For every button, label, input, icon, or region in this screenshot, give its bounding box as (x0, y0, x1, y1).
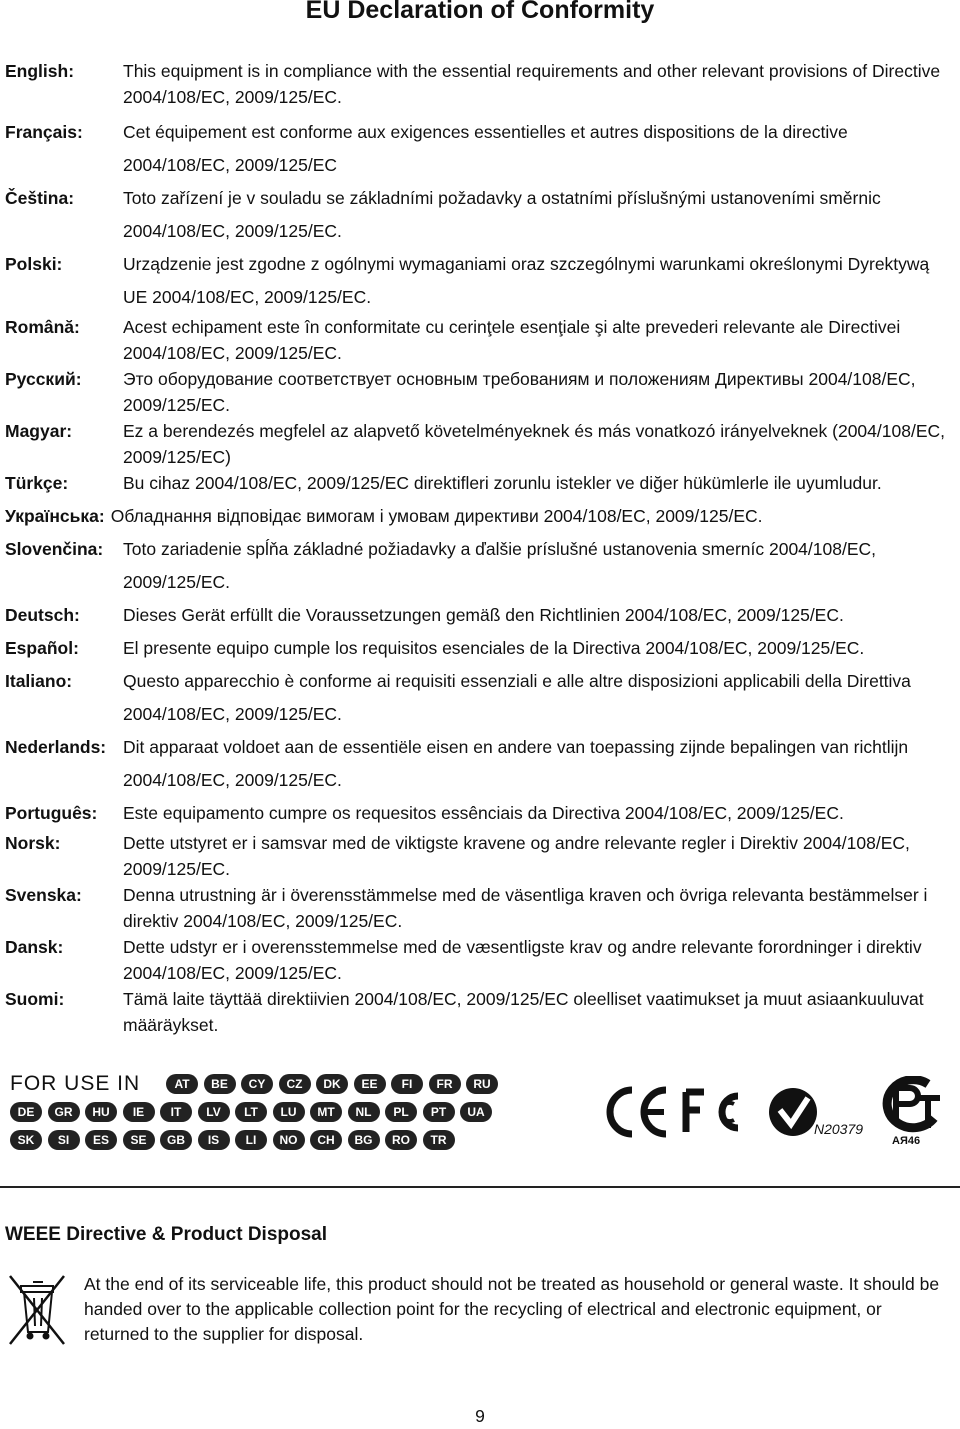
country-badge-ru: RU (466, 1074, 498, 1094)
declaration-row (5, 248, 955, 314)
language-label: Magyar: (5, 421, 73, 441)
country-badge-dk: DK (316, 1074, 348, 1094)
declaration-text: This equipment is in compliance with the essential requirements and other relevant provisions of Directive 2004/108/EC, 2009/125/EC. (123, 61, 941, 107)
declaration-text: Urządzenie jest zgodne z ogólnymi wymaganiami oraz szczególnymi warunkami określonymi Dyrektywą UE 2004/108/EC, 2009/125/EC. (123, 254, 930, 307)
pct-code: AЯ46 (892, 1135, 921, 1147)
pct-mark-icon (887, 1080, 940, 1147)
declaration-text: Toto zariadenie spĺňa základné požiadavky a ďalšie príslušné ustanovenia smerníc 2004/108/EC, 2009/125/EC. (123, 539, 877, 592)
declarations-list (5, 58, 955, 1038)
declaration-text: Tämä laite täyttää direktiivien 2004/108/EC, 2009/125/EC oleelliset vaatimukset ja muut asiaankuuluvat määräykset. (123, 989, 924, 1035)
language-label: Română: (5, 317, 80, 337)
declaration-row (5, 830, 955, 882)
language-label: Nederlands: (5, 737, 107, 757)
country-badge-bg: BG (348, 1130, 380, 1150)
language-label: Norsk: (5, 833, 61, 853)
declaration-row (5, 500, 955, 533)
weee-title: WEEE Directive & Product Disposal (5, 1224, 328, 1245)
c-tick-mark-icon (769, 1088, 863, 1137)
declaration-text: Dette udstyr er i overensstemmelse med de væsentligste krav og andre relevante forordninger i direktiv 2004/108/EC, 2009/125/EC. (123, 937, 922, 983)
country-badge-lv: LV (198, 1102, 230, 1122)
country-badge-no: NO (273, 1130, 305, 1150)
country-badge-ch: CH (310, 1130, 342, 1150)
country-badge-fi: FI (391, 1074, 423, 1094)
declaration-text: Dieses Gerät erfüllt die Voraussetzungen gemäß den Richtlinien 2004/108/EC, 2009/125/EC. (123, 605, 844, 625)
declaration-row (5, 797, 955, 830)
language-label: Svenska: (5, 885, 82, 905)
declaration-text: Questo apparecchio è conforme ai requisiti essenziali e alle altre disposizioni applicabili della Direttiva 2004/108/EC, 2009/125/EC. (123, 671, 911, 724)
crossed-bin-icon (8, 1272, 66, 1350)
section-divider (0, 1186, 960, 1188)
country-badge-gb: GB (160, 1130, 192, 1150)
page-title: EU Declaration of Conformity (305, 0, 655, 24)
country-badge-cz: CZ (279, 1074, 311, 1094)
country-badge-at: AT (166, 1074, 198, 1094)
declaration-row (5, 533, 955, 599)
country-badge-es: ES (85, 1130, 117, 1150)
declaration-text: Обладнання відповідає вимогам і умовам директиви 2004/108/EC, 2009/125/EC. (110, 506, 763, 526)
declaration-row (5, 632, 955, 665)
declaration-row (5, 934, 955, 986)
country-badge-cy: CY (241, 1074, 273, 1094)
declaration-row (5, 182, 955, 248)
declaration-text: Este equipamento cumpre os requesitos essênciais da Directiva 2004/108/EC, 2009/125/EC. (123, 803, 844, 823)
language-label: Čeština: (5, 188, 75, 208)
country-badge-pt: PT (423, 1102, 455, 1122)
country-badge-mt: MT (310, 1102, 342, 1122)
declaration-row (5, 418, 955, 470)
declaration-row (5, 58, 955, 110)
declaration-text: Это оборудование соответствует основным требованиям и положениям Директивы 2004/108/EC, 2009/125/EC. (123, 369, 916, 415)
country-badge-sk: SK (10, 1130, 42, 1150)
declaration-text: Cet équipement est conforme aux exigences essentielles et autres dispositions de la directive 2004/108/EC, 2009/125/EC (123, 122, 848, 175)
fcc-mark-icon (686, 1092, 738, 1132)
language-label: Русский: (5, 369, 82, 389)
c-tick-code: N20379 (814, 1121, 864, 1137)
language-label: Slovenčina: (5, 539, 104, 559)
for-use-in-label: FOR USE IN (10, 1072, 141, 1095)
declaration-text: Acest echipament este în conformitate cu cerinţele esenţiale şi alte prevederi relevante ale Directivei 2004/108/EC, 2009/125/EC. (123, 317, 901, 363)
country-badge-de: DE (10, 1102, 42, 1122)
country-badge-si: SI (48, 1130, 80, 1150)
declaration-text: Bu cihaz 2004/108/EC, 2009/125/EC direktifleri zorunlu istekler ve diğer hükümlerle ile uyumludur. (123, 473, 882, 493)
declaration-row (5, 366, 955, 418)
weee-text: At the end of its serviceable life, this product should not be treated as household or general waste. It should be handed over to the applicable collection point for the recycling of electrical and electronic equipment, or returned to the supplier for disposal. (84, 1274, 940, 1344)
declaration-text: Toto zařízení je v souladu se základními požadavky a ostatními příslušnými ustanoveními směrnic 2004/108/EC, 2009/125/EC. (123, 188, 881, 241)
language-label: Français: (5, 122, 83, 142)
for-use-in-countries (8, 1072, 508, 1152)
country-badge-it: IT (160, 1102, 192, 1122)
page-number: 9 (475, 1406, 485, 1426)
declaration-text: Ez a berendezés megfelel az alapvető követelményeknek és más vonatkozó irányelveknek (2004/108/EC, 2009/125/EC) (123, 421, 945, 467)
declaration-text: Dit apparaat voldoet aan de essentiële eisen en andere van toepassing zijnde bepalingen van richtlijn 2004/108/EC, 2009/125/EC. (123, 737, 909, 790)
country-badge-lu: LU (273, 1102, 305, 1122)
language-label: Italiano: (5, 671, 73, 691)
language-label: Español: (5, 638, 79, 658)
language-label: Português: (5, 803, 98, 823)
ce-mark-icon (610, 1090, 666, 1134)
country-badge-lt: LT (235, 1102, 267, 1122)
language-label: English: (5, 61, 75, 81)
declaration-row (5, 986, 955, 1038)
country-badge-be: BE (204, 1074, 236, 1094)
language-label: Українська: (5, 506, 105, 526)
declaration-text: Denna utrustning är i överensstämmelse med de väsentliga kraven och övriga relevanta bestämmelser i direktiv 2004/108/EC, 2009/125/EC. (123, 885, 928, 931)
country-badge-ua: UA (460, 1102, 492, 1122)
declaration-text: El presente equipo cumple los requisitos esenciales de la Directiva 2004/108/EC, 2009/125/EC. (123, 638, 865, 658)
country-badge-nl: NL (348, 1102, 380, 1122)
country-badge-hu: HU (85, 1102, 117, 1122)
declaration-row (5, 731, 955, 797)
language-label: Dansk: (5, 937, 64, 957)
country-badge-is: IS (198, 1130, 230, 1150)
country-badge-li: LI (235, 1130, 267, 1150)
country-badge-ro: RO (385, 1130, 417, 1150)
country-badge-gr: GR (48, 1102, 80, 1122)
declaration-row (5, 882, 955, 934)
language-label: Polski: (5, 254, 63, 274)
declaration-row (5, 665, 955, 731)
language-label: Suomi: (5, 989, 65, 1009)
language-label: Deutsch: (5, 605, 80, 625)
country-badge-se: SE (123, 1130, 155, 1150)
language-label: Türkçe: (5, 473, 69, 493)
country-badge-ee: EE (354, 1074, 386, 1094)
declaration-text: Dette utstyret er i samsvar med de viktigste kravene og andre relevante regler i Direktiv 2004/108/EC, 2009/125/EC. (123, 833, 910, 879)
declaration-row (5, 599, 955, 632)
country-badge-pl: PL (385, 1102, 417, 1122)
certification-marks (598, 1076, 948, 1148)
country-badge-fr: FR (429, 1074, 461, 1094)
country-badge-tr: TR (423, 1130, 455, 1150)
declaration-row (5, 470, 955, 496)
declaration-row (5, 314, 955, 366)
declaration-row (5, 116, 955, 182)
country-badge-ie: IE (123, 1102, 155, 1122)
